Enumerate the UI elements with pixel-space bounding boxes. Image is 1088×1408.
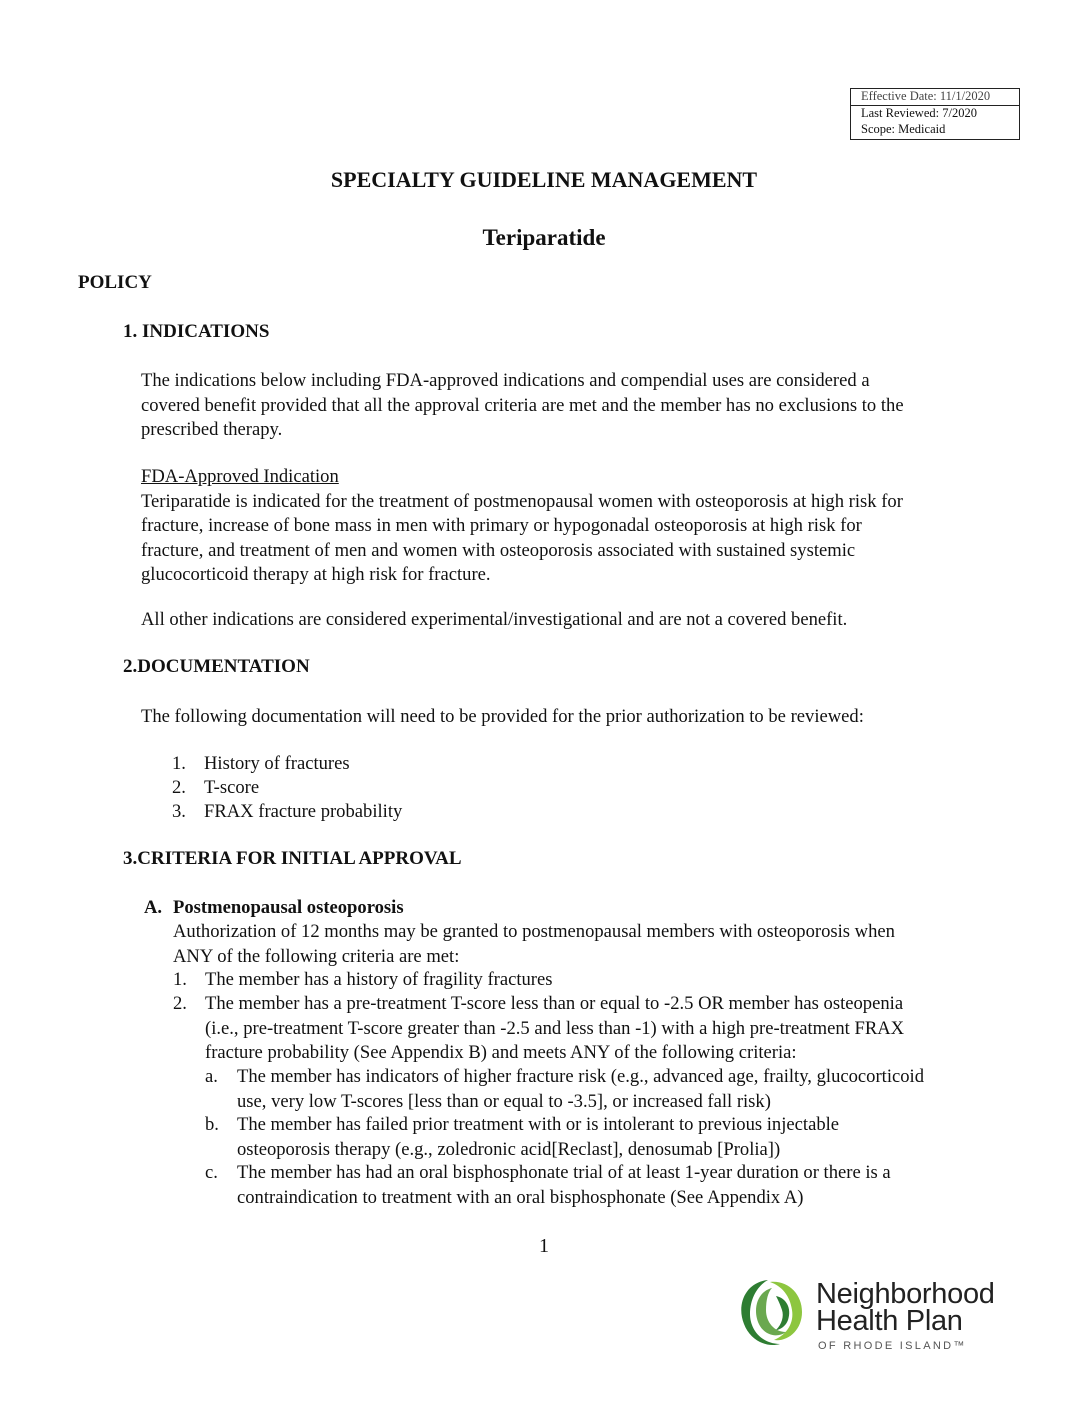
other-indications-text: All other indications are considered experimental/investigational and are not a covered benefit. — [141, 609, 848, 630]
list-text: T-score — [204, 777, 260, 798]
neighborhood-health-plan-logo — [730, 1272, 1000, 1362]
policy-heading: POLICY — [78, 272, 152, 293]
list-number: 1. — [172, 753, 186, 774]
list-number: 1. — [173, 969, 187, 990]
list-letter: c. — [205, 1162, 218, 1183]
list-text: History of fractures — [204, 753, 350, 774]
text-line: contraindication to treatment with an oral bisphosphonate (See Appendix A) — [237, 1186, 804, 1208]
indications-intro — [141, 369, 904, 443]
logo-text-line2: Health Plan — [816, 1305, 963, 1337]
list-number: 2. — [172, 777, 186, 798]
text-line: fracture, increase of bone mass in men with primary or hypogonadal osteoporosis at high risk for — [141, 515, 862, 536]
list-number: 3. — [172, 801, 186, 822]
list-letter: a. — [205, 1066, 218, 1087]
fda-indication-block — [141, 465, 903, 588]
list-item — [172, 776, 259, 801]
fda-subheading: FDA-Approved Indication — [141, 466, 339, 487]
text-line: The member has indicators of higher fracture risk (e.g., advanced age, frailty, glucocorticoid — [237, 1066, 924, 1087]
text-line: (i.e., pre-treatment T-score greater than -2.5 and less than -1) with a high pre-treatment FRAX — [205, 1017, 905, 1039]
section-criteria-heading: 3.CRITERIA FOR INITIAL APPROVAL — [123, 848, 462, 869]
text-line: covered benefit provided that all the approval criteria are met and the member has no exclusions to the — [141, 394, 904, 416]
page-number: 1 — [539, 1235, 549, 1257]
logo-text-line1: Neighborhood — [816, 1278, 995, 1310]
list-text: FRAX fracture probability — [204, 801, 403, 822]
logo-swirl-icon — [730, 1274, 810, 1354]
text-line: use, very low T-scores [less than or equal to -3.5], or increased fall risk) — [237, 1090, 771, 1112]
text-line: Teriparatide is indicated for the treatment of postmenopausal women with osteoporosis at high risk for — [141, 490, 903, 512]
criteria-item-2 — [173, 992, 904, 1066]
effective-date: Effective Date: 11/1/2020 — [851, 89, 1019, 106]
text-line: The member has a pre-treatment T-score less than or equal to -2.5 OR member has osteopenia — [205, 993, 904, 1014]
text-line: glucocorticoid therapy at high risk for fracture. — [141, 564, 491, 585]
list-item — [172, 752, 350, 777]
text-line: Authorization of 12 months may be granted to postmenopausal members with osteoporosis when — [173, 921, 895, 942]
list-number: 2. — [173, 993, 187, 1014]
criteria-item-1 — [173, 968, 552, 993]
text-line: fracture, and treatment of men and women with osteoporosis associated with sustained systemic — [141, 539, 856, 561]
last-reviewed: Last Reviewed: 7/2020 — [861, 106, 977, 120]
subsection-a-intro — [173, 920, 895, 969]
text-line: The indications below including FDA-approved indications and compendial uses are considered a — [141, 370, 870, 391]
subsection-a-heading — [144, 896, 404, 921]
text-line: osteoporosis therapy (e.g., zoledronic acid[Reclast], denosumab [Prolia]) — [237, 1138, 781, 1160]
document-title: SPECIALTY GUIDELINE MANAGEMENT — [330, 167, 758, 192]
text-line: prescribed therapy. — [141, 419, 283, 440]
subsection-title: Postmenopausal osteoporosis — [173, 897, 404, 918]
text-line: ANY of the following criteria are met: — [173, 945, 460, 967]
section-documentation-heading: 2.DOCUMENTATION — [123, 656, 310, 677]
subsection-label: A. — [144, 897, 163, 918]
documentation-intro: The following documentation will need to be provided for the prior authorization to be reviewed: — [141, 706, 864, 727]
criteria-sub-item-b — [205, 1113, 839, 1162]
list-text: The member has a history of fragility fractures — [205, 969, 553, 990]
text-line: The member has failed prior treatment with or is intolerant to previous injectable — [237, 1114, 840, 1135]
scope: Scope: Medicaid — [861, 121, 946, 136]
criteria-sub-item-a — [205, 1065, 924, 1114]
document-info-box — [850, 88, 1020, 140]
criteria-sub-item-c — [205, 1161, 891, 1210]
list-item — [172, 800, 402, 825]
section-indications-heading: 1. INDICATIONS — [123, 321, 270, 342]
list-letter: b. — [205, 1114, 219, 1135]
text-line: The member has had an oral bisphosphonate trial of at least 1-year duration or there is a — [237, 1162, 891, 1183]
drug-name: Teriparatide — [482, 225, 606, 250]
text-line: fracture probability (See Appendix B) and meets ANY of the following criteria: — [205, 1042, 797, 1063]
logo-text-line3: OF RHODE ISLAND™ — [818, 1340, 967, 1352]
